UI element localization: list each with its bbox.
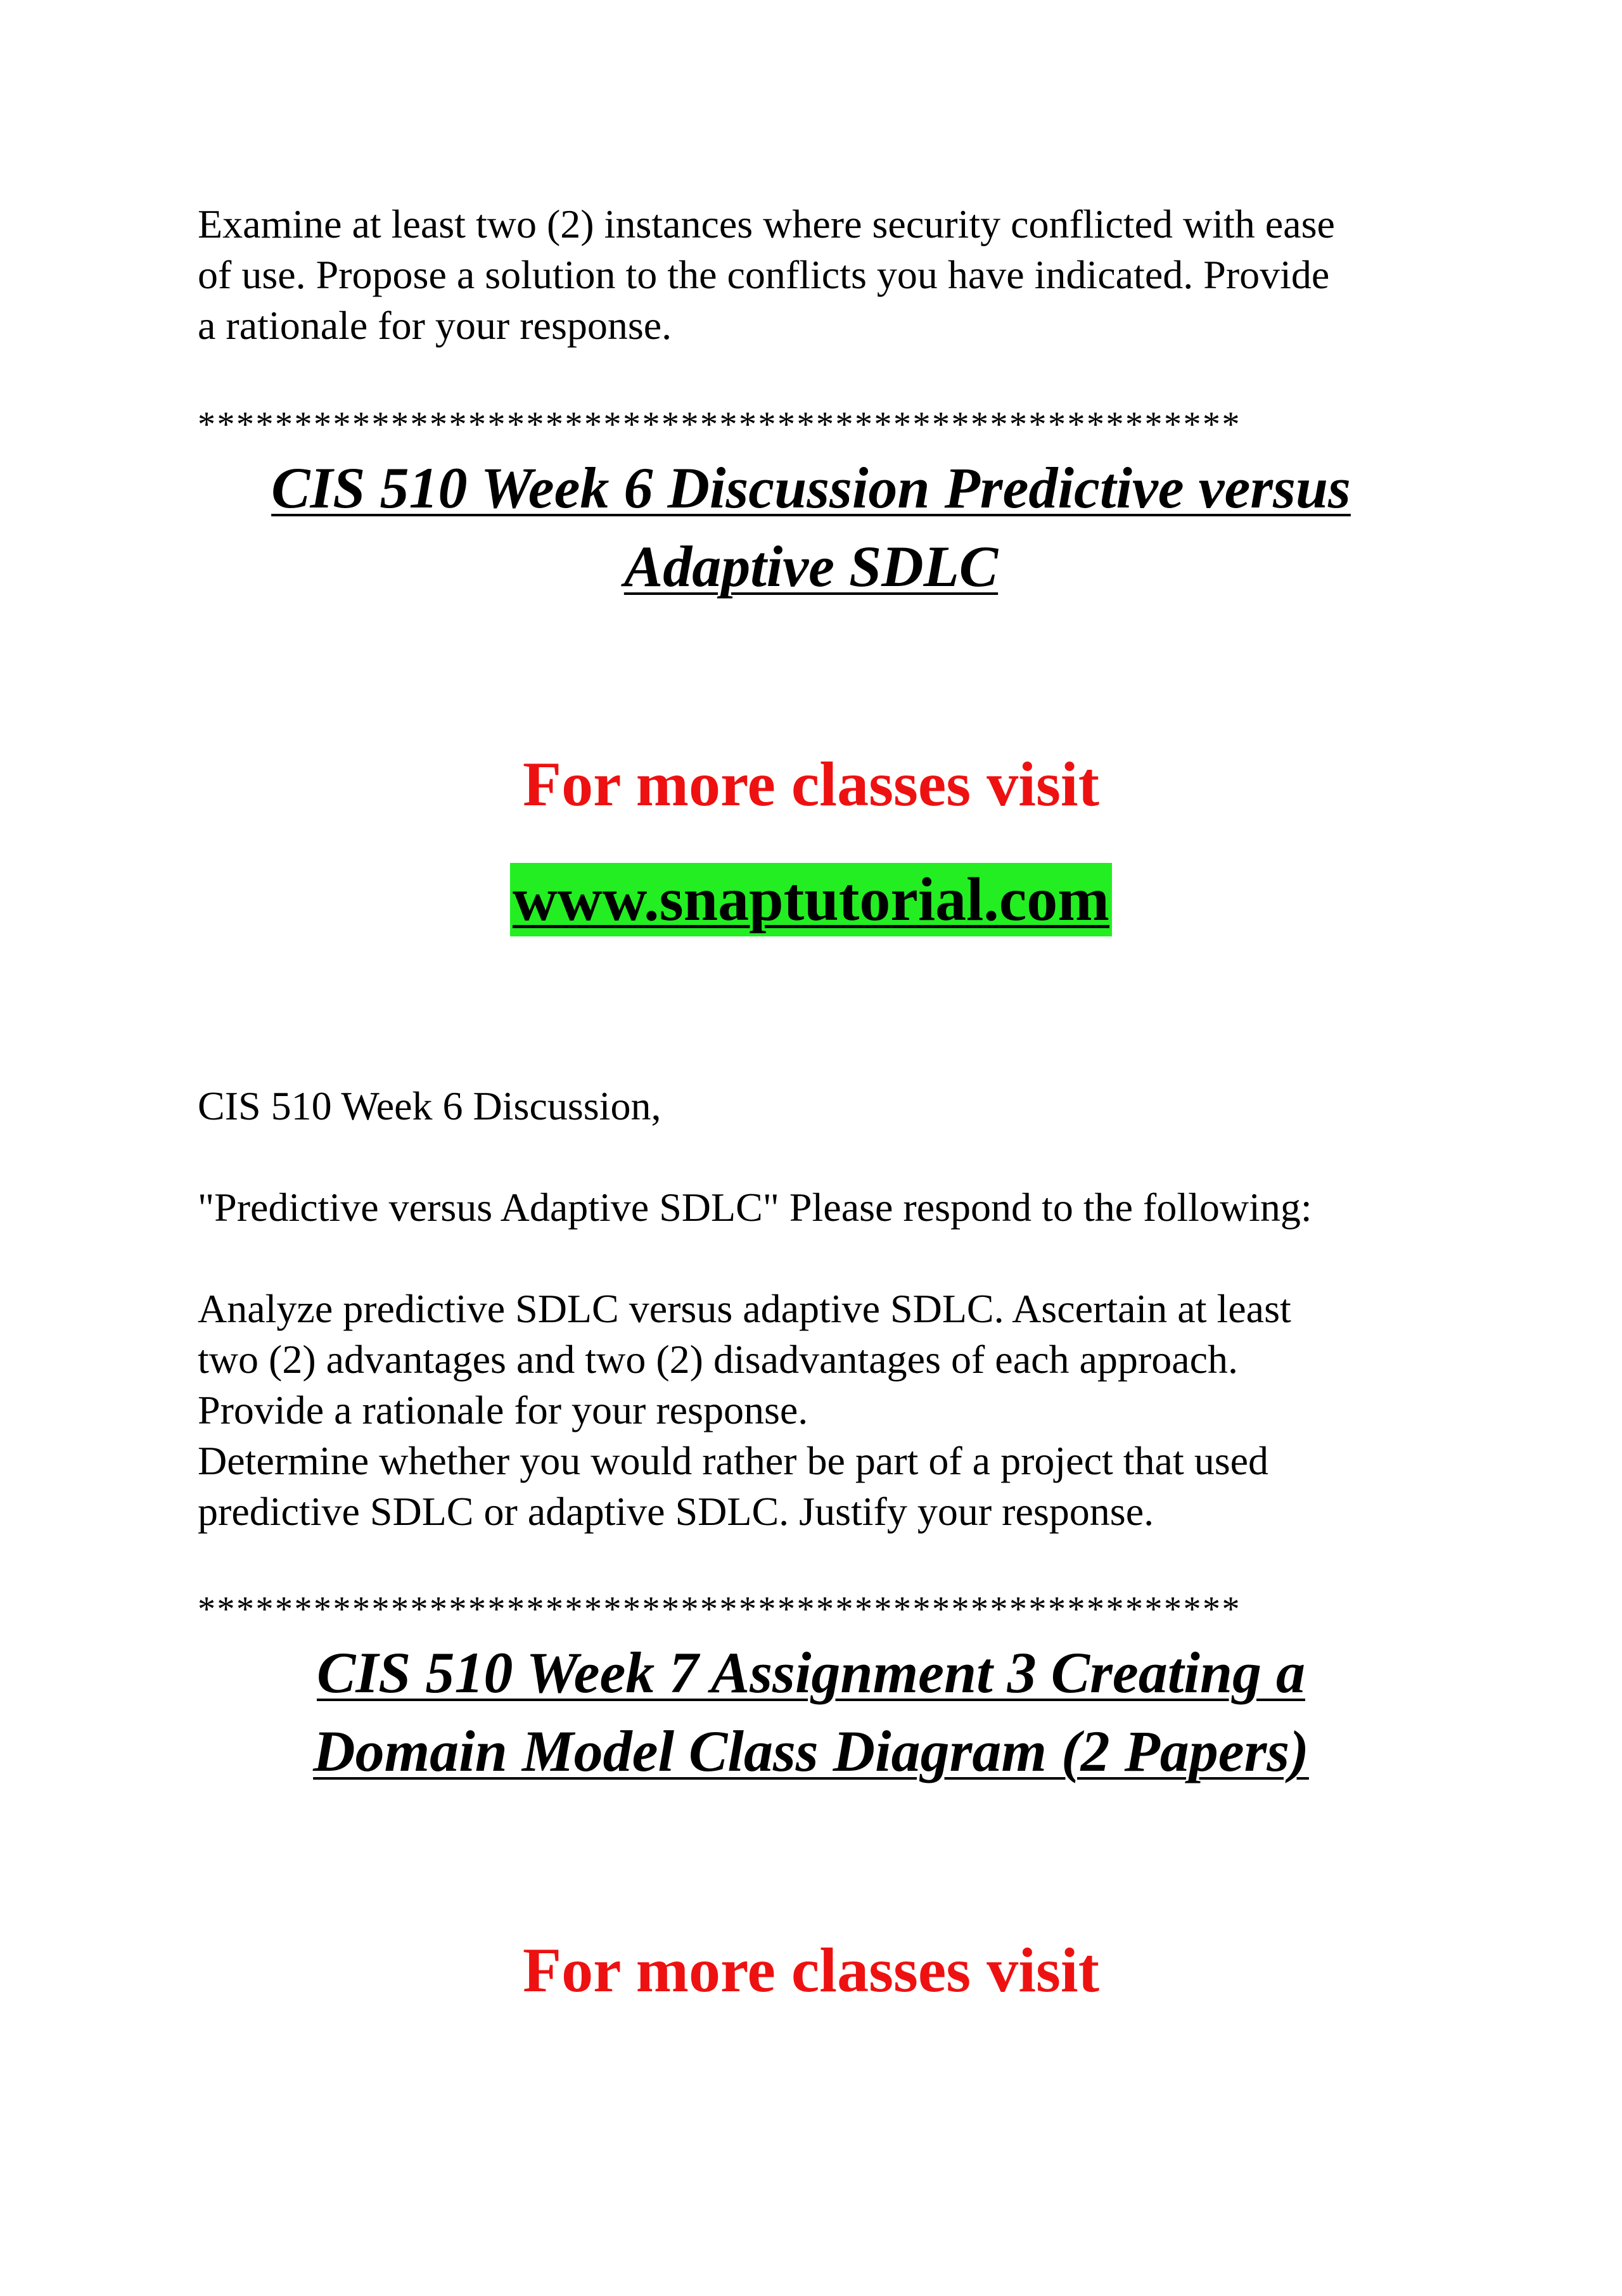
intro-line: Examine at least two (2) instances where security conflicted with ease xyxy=(198,201,1335,246)
section-title-line: CIS 510 Week 6 Discussion Predictive versus xyxy=(271,456,1351,520)
separator-line: ****************************************************** xyxy=(198,1590,1241,1629)
intro-line: a rationale for your response. xyxy=(198,303,672,348)
promo-text: For more classes visit xyxy=(522,1935,1099,2005)
discussion-prompt: "Predictive versus Adaptive SDLC" Please respond to the following: xyxy=(198,1185,1312,1230)
separator-line: ****************************************************** xyxy=(198,405,1241,444)
promo-text: For more classes visit xyxy=(522,749,1099,819)
section-title-line: Adaptive SDLC xyxy=(623,534,999,599)
body-line: two (2) advantages and two (2) disadvantages of each approach. xyxy=(198,1337,1239,1382)
site-link-row xyxy=(0,863,1622,936)
section-title-line: Domain Model Class Diagram (2 Papers) xyxy=(313,1719,1309,1783)
section-title-line: CIS 510 Week 7 Assignment 3 Creating a xyxy=(316,1640,1305,1705)
site-link[interactable]: www.snaptutorial.com xyxy=(510,863,1112,936)
body-line: predictive SDLC or adaptive SDLC. Justify your response. xyxy=(198,1489,1154,1534)
body-line: Provide a rationale for your response. xyxy=(198,1387,808,1432)
intro-line: of use. Propose a solution to the conflicts you have indicated. Provide xyxy=(198,252,1330,297)
section-title-week7 xyxy=(0,1633,1622,1790)
body-line: Determine whether you would rather be part of a project that used xyxy=(198,1438,1269,1483)
body-line: Analyze predictive SDLC versus adaptive SDLC. Ascertain at least xyxy=(198,1286,1291,1331)
section-title-week6 xyxy=(0,449,1622,606)
intro-paragraph xyxy=(198,199,1452,351)
discussion-label: CIS 510 Week 6 Discussion, xyxy=(198,1083,661,1128)
discussion-body xyxy=(198,1284,1452,1537)
